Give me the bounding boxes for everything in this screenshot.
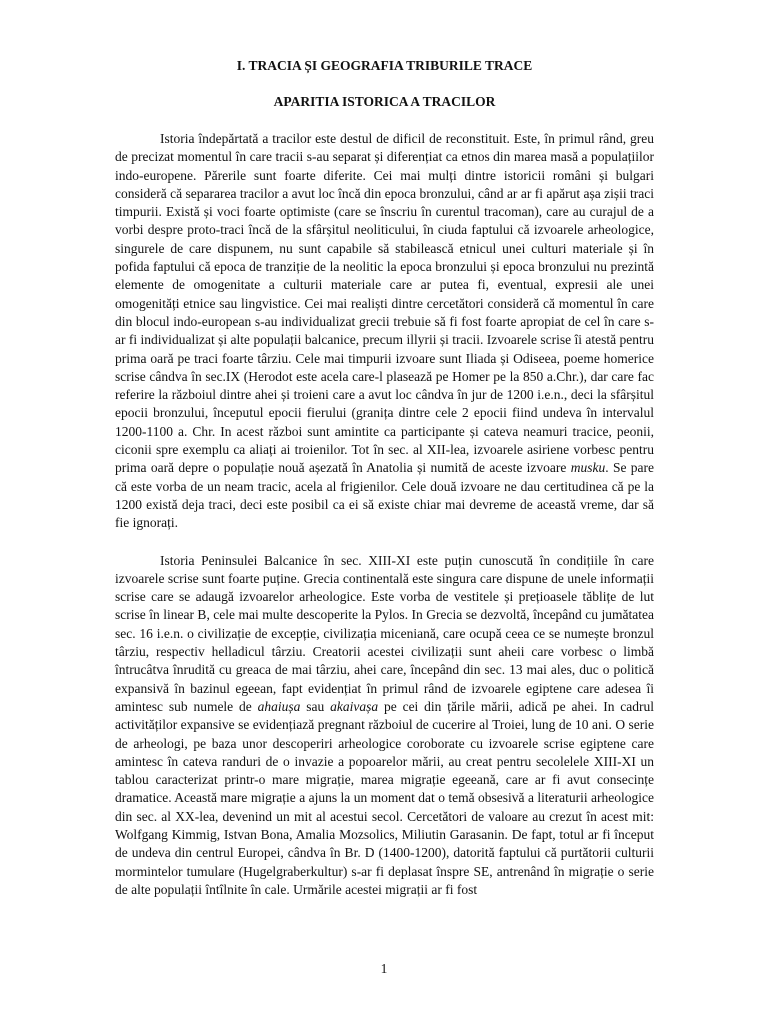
paragraph-2-connector: sau [306,698,325,714]
term-ahaiusa: ahaiușa [257,698,301,714]
paragraph-2-text-b: pe cei din țările mării, adică pe ahei. In cadrul activităților expansive se evidențiază pregnant războiul de cucerire al Troiei, lung de 10 ani. O serie de arheologi, pe baza unor descoperiri arheologice coroborate cu izvoarele scrise egiptene care amintesc în cateva randuri de o invazie a popoarelor mării, au creat pentru secolelele XIII-XI un tablou caracterizat printr-o mare migrație, marea migrație egeeană, care ar fi avut consecințe dramatice. Această mare migrație a ajuns la un moment dat o temă obsesivă a literaturii arheologice din sec. al XX-lea, devenind un mit al acestui secol. Cercetători de valoare au crezut în acest mit: Wolfgang Kimmig, Istvan Bona, Amalia Mozsolics, Miliutin Garasanin. De fapt, totul ar fi început de undeva din centrul Europei, cândva în Br. D (1400-1200), datorită faptului că purtătorii culturii mormintelor tumulare (Hugelgraberkultur) s-ar fi deplasat înspre SE, antrenând în migrație o serie de alte populații întîlnite în cale. Urmările acestei migrații ar fi fost [115,698,655,897]
paragraph-2-text-a: Istoria Peninsulei Balcanice în sec. XIII-XI este puțin cunoscută în condițiile în care izvoarele scrise sunt foarte puține. Grecia continentală este singura care dispune de unele informații scrise care se adaugă izvoarelor arheologice. Este vorba de vestitele și prețioasele tăblițe de lut scrise în linear B, cele mai multe descoperite la Pylos. In Grecia se dezvoltă, începând cu jumătatea sec. 16 i.e.n. o civilizație de excepție, civilizația miceniană, care ocupă ceea ce se numește bronzul târziu, respectiv helladicul târziu. Creatorii acestei civilizații sunt aheii care vorbesc o limbă întrucâtva înrudită cu greaca de mai târziu, ahei care, începând din sec. 13 mai ales, duc o politică expansivă în bazinul egeean, fapt evidențiat în primul rând de izvoarele egiptene care adesea îi amintesc sub numele de [115,552,654,714]
term-akaivasa: akaivașa [330,698,379,714]
chapter-title: I. TRACIA ȘI GEOGRAFIA TRIBURILE TRACE [236,58,533,73]
paragraph-1 [115,130,654,533]
paragraph-1-text-b: . Se pare că este vorba de un neam tracic, acela al frigienilor. Cele două izvoare ne dau certitudinea că pe la 1200 există deja traci, deci este posibil ca ei să existe chiar mai devreme de această vreme, dar să fie ignorați. [115,460,655,531]
page-number: 1 [380,961,388,976]
term-musku: musku [570,460,606,476]
paragraph-2 [115,552,654,900]
section-title: APARITIA ISTORICA A TRACILOR [273,94,496,109]
paragraph-1-text-a: Istoria îndepărtată a tracilor este destul de dificil de reconstituit. Este, în primul rând, greu de precizat momentul în care tracii s-au separat și diferențiat ca etnos din marea masă a populațiilor indo-europene. Părerile sunt foarte diferite. Cei mai mulți dintre istoricii români și bulgari consideră că separarea tracilor a avut loc încă din epoca bronzului, când ar ar fi apărut așa zișii traci timpurii. Există și voci foarte optimiste (care se înscriu în curentul tracoman), care au curajul de a vorbi despre proto-traci încă de la sfârșitul neoliticului, în ciuda faptului că izvoarele arheologice, singurele de care dispunem, nu sunt capabile să stabilească etnicul unei culturi materiale și în pofida faptului că epoca de tranziție de la neolitic la epoca bronzului și epoca bronzului nu prezintă elemente de omogenitate a culturii materiale care ar putea fi, eventual, expresii ale unei omogenități etnice sau lingvistice. Cei mai realiști dintre cercetători consideră că momentul în care din blocul indo-european s-au individualizat grecii trebuie să fi fost foarte apropiat de cel în care s-ar fi individualizat și alte populații balcanice, precum illyrii și tracii. Izvoarele scrise îi atestă pentru prima oară pe traci foarte târziu. Cele mai timpurii izvoare sunt Iliada și Odiseea, poeme homerice scrise cândva în sec.IX (Herodot este acela care-l plasează pe Homer pe la 850 a.Chr.), dar care fac referire la războiul dintre ahei și troieni care a avut loc cândva în jur de 1200 i.e.n., deci la sfârșitul epocii bronzului, începutul epocii fierului (granița dintre cele 2 epocii fiind undeva în intervalul 1200-1100 a. Chr. In acest război sunt amintite ca participante și cateva neamuri tracice, peonii, ciconii spre exemplu ca aliați ai troienilor. Tot în sec. al XII-lea, izvoarele asiriene vorbesc pentru prima oară depre o populație nouă așezată în Anatolia și numită de aceste izvoare [115,131,654,476]
